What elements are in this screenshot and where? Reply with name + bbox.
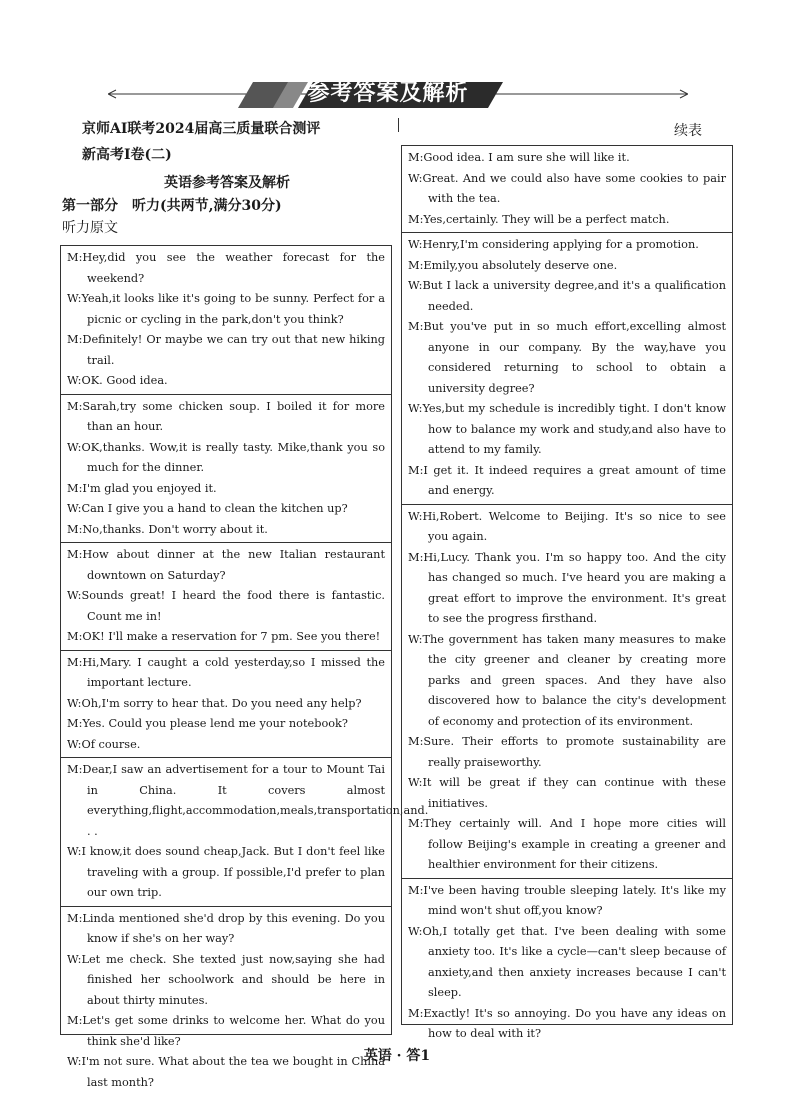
dialogue-line (67, 371, 385, 392)
speaker-separator: : (418, 924, 423, 938)
speaker-separator: : (419, 320, 424, 333)
dialogue-text: No,thanks. Don't worry about it. (82, 522, 268, 536)
speaker-label: M (67, 522, 79, 536)
speaker-separator: : (78, 717, 83, 730)
dialogue-line (67, 714, 385, 735)
speaker-label: M (408, 212, 420, 226)
speaker-label: M (67, 399, 79, 413)
speaker-separator: : (419, 883, 424, 897)
dialogue-line (67, 909, 385, 950)
dialogue-text: OK,thanks. Wow,it is really tasty. Mike,thank you so much for the dinner. (81, 440, 385, 474)
dialogue-line (67, 653, 385, 694)
dialogue-line (408, 235, 726, 256)
dialogue-line (67, 520, 385, 541)
answer-title: 英语参考答案及解析 (164, 175, 290, 191)
dialogue-text: Oh,I'm sorry to hear that. Do you need any help? (81, 696, 362, 710)
dialogue-line (67, 248, 385, 289)
dialogue-line (408, 461, 726, 502)
speaker-separator: : (419, 550, 424, 564)
dialogue-line (408, 399, 726, 461)
speaker-label: M (408, 258, 420, 272)
dialogue-text: It will be great if they can continue with these initiatives. (422, 776, 726, 810)
dialogue-text: How about dinner at the new Italian restaurant downtown on Saturday? (82, 548, 385, 582)
speaker-separator: : (77, 502, 82, 515)
speaker-label: W (67, 589, 78, 602)
dialogue-line (67, 694, 385, 715)
speaker-separator: : (77, 737, 82, 751)
dialogue-text: OK! I'll make a reservation for 7 pm. See you there! (82, 630, 381, 643)
speaker-label: M (408, 883, 420, 897)
conversation (61, 246, 391, 395)
dialogue-line (67, 735, 385, 756)
dialogue-text: Yes,but my schedule is incredibly tight. I don't know how to balance my work and study,and also have to attend to my family. (422, 402, 726, 456)
speaker-label: W (408, 279, 419, 292)
speaker-separator: : (419, 463, 424, 477)
dialogue-line (408, 256, 726, 277)
dialogue-line (67, 397, 385, 438)
dialogue-line (408, 317, 726, 399)
transcript-label: 听力原文 (62, 220, 118, 236)
dialogue-text: They certainly will. And I hope more cities will follow Beijing's example in creating a greener and healthier environment for their citizens. (423, 817, 726, 871)
speaker-separator: : (418, 632, 423, 646)
dialogue-line (67, 627, 385, 648)
speaker-separator: : (77, 696, 82, 710)
speaker-label: M (408, 320, 420, 333)
speaker-label: W (408, 509, 419, 523)
dialogue-text: I've been having trouble sleeping lately. It's like my mind won't shut off,you know? (423, 883, 726, 917)
conversation (61, 543, 391, 651)
speaker-label: M (67, 1014, 79, 1027)
dialogue-line (408, 814, 726, 876)
speaker-separator: : (78, 548, 83, 561)
speaker-label: M (408, 1006, 420, 1020)
speaker-separator: : (77, 952, 82, 966)
dialogue-text: Dear,I saw an advertisement for a tour to Mount Tai in China. It covers almost everything,flight,accommodation,meals,transportation,and. . . (82, 763, 429, 838)
speaker-label: M (408, 151, 420, 164)
speaker-separator: : (78, 911, 83, 925)
speaker-label: W (67, 1055, 78, 1068)
speaker-label: M (67, 481, 79, 495)
speaker-label: M (67, 630, 79, 643)
speaker-separator: : (419, 151, 424, 164)
speaker-label: M (408, 550, 420, 564)
speaker-separator: : (418, 402, 423, 415)
speaker-label: W (67, 952, 78, 966)
speaker-separator: : (418, 279, 423, 292)
document-header (62, 118, 392, 238)
speaker-label: W (67, 292, 78, 305)
dialogue-text: Hi,Mary. I caught a cold yesterday,so I missed the important lecture. (82, 655, 385, 689)
dialogue-text: Linda mentioned she'd drop by this evening. Do you know if she's on her way? (82, 911, 385, 945)
dialogue-line (408, 1004, 726, 1045)
speaker-separator: : (78, 251, 83, 264)
conversation (402, 505, 732, 879)
speaker-separator: : (419, 1006, 424, 1020)
section-title: 第一部分 听力(共两节,满分30分) (62, 198, 282, 214)
dialogue-line (408, 922, 726, 1004)
speaker-separator: : (77, 1055, 82, 1068)
speaker-label: W (408, 402, 419, 415)
dialogue-line (67, 842, 385, 904)
speaker-label: M (67, 251, 79, 264)
dialogue-text: Good idea. I am sure she will like it. (423, 151, 630, 164)
transcript-table-right (401, 145, 733, 1040)
dialogue-text: Hi,Robert. Welcome to Beijing. It's so nice to see you again. (422, 509, 726, 543)
dialogue-line (67, 289, 385, 330)
dialogue-line (408, 148, 726, 169)
speaker-separator: : (77, 845, 82, 858)
speaker-label: M (67, 763, 79, 776)
speaker-label: W (67, 737, 78, 751)
dialogue-line (67, 330, 385, 371)
speaker-label: W (67, 502, 78, 515)
speaker-separator: : (418, 171, 423, 185)
dialogue-text: Great. And we could also have some cookies to pair with the tea. (422, 171, 726, 205)
speaker-separator: : (419, 212, 424, 226)
dialogue-line (408, 773, 726, 814)
speaker-separator: : (78, 522, 83, 536)
dialogue-text: OK. Good idea. (81, 374, 168, 387)
dialogue-text: But I lack a university degree,and it's a qualification needed. (422, 279, 726, 313)
dialogue-text: Yes. Could you please lend me your notebook? (82, 717, 348, 730)
conversation (402, 879, 732, 1047)
speaker-separator: : (78, 655, 83, 669)
continued-label: 续表 (674, 123, 702, 139)
speaker-separator: : (419, 817, 424, 830)
dialogue-line (67, 479, 385, 500)
dialogue-text: Hi,Lucy. Thank you. I'm so happy too. And the city has changed so much. I've heard you are making a great effort to improve the environment. It's great to see the progress firsthand. (423, 550, 726, 625)
dialogue-line (408, 881, 726, 922)
dialogue-line (408, 276, 726, 317)
dialogue-line (408, 507, 726, 548)
dialogue-text: Sounds great! I heard the food there is fantastic. Count me in! (81, 589, 385, 623)
speaker-label: W (67, 440, 78, 454)
speaker-label: M (67, 655, 79, 669)
dialogue-text: Yes,certainly. They will be a perfect match. (423, 212, 670, 226)
dialogue-text: The government has taken many measures to make the city greener and cleaner by creating more parks and green spaces. And they have also discovered how to balance the city's development of economy and protection of its environment. (422, 632, 726, 728)
speaker-label: M (67, 717, 79, 730)
dialogue-text: I'm glad you enjoyed it. (82, 481, 217, 495)
dialogue-line (408, 548, 726, 630)
exam-title: 京师AI联考2024届高三质量联合测评 (82, 121, 321, 137)
conversation (402, 146, 732, 233)
speaker-label: W (408, 632, 419, 646)
banner-title: 参考答案及解析 (307, 80, 469, 106)
conversation (61, 651, 391, 759)
dialogue-text: Definitely! Or maybe we can try out that new hiking trail. (82, 333, 385, 367)
dialogue-line (408, 630, 726, 733)
speaker-label: W (408, 171, 419, 185)
speaker-label: W (408, 776, 419, 789)
speaker-label: M (408, 735, 420, 748)
dialogue-text: Hey,did you see the weather forecast for the weekend? (82, 251, 385, 285)
conversation (61, 395, 391, 544)
dialogue-text: Let me check. She texted just now,saying she had finished her schoolwork and should be here in about thirty minutes. (81, 952, 385, 1007)
dialogue-line (67, 545, 385, 586)
speaker-label: M (408, 463, 420, 477)
speaker-separator: : (77, 292, 82, 305)
speaker-label: M (67, 333, 79, 346)
dialogue-line (67, 438, 385, 479)
dialogue-line (67, 586, 385, 627)
dialogue-line (67, 760, 429, 842)
exam-paper: 新高考Ⅰ卷(二) (82, 147, 172, 163)
dialogue-text: Henry,I'm considering applying for a promotion. (422, 238, 699, 251)
speaker-separator: : (78, 333, 83, 346)
dialogue-text: I get it. It indeed requires a great amount of time and energy. (423, 463, 726, 497)
dialogue-text: Let's get some drinks to welcome her. What do you think she'd like? (82, 1014, 385, 1048)
speaker-separator: : (78, 630, 83, 643)
dialogue-line (67, 499, 385, 520)
speaker-label: M (67, 548, 79, 561)
dialogue-text: But you've put in so much effort,excelling almost anyone in our company. By the way,have you considered returning to school to obtain a university degree? (423, 320, 726, 395)
dialogue-text: Emily,you absolutely deserve one. (423, 258, 618, 272)
dialogue-line (67, 950, 385, 1012)
speaker-label: W (408, 924, 419, 938)
dialogue-text: Can I give you a hand to clean the kitchen up? (81, 502, 348, 515)
conversation (402, 233, 732, 505)
dialogue-text: I'm not sure. What about the tea we bought in China last month? (81, 1055, 385, 1089)
dialogue-line (408, 210, 726, 231)
speaker-separator: : (418, 776, 423, 789)
speaker-label: W (67, 696, 78, 710)
speaker-separator: : (78, 399, 83, 413)
page-footer: 英语 · 答1 (363, 1048, 431, 1064)
dialogue-text: Oh,I totally get that. I've been dealing with some anxiety too. It's like a cycle—can't sleep because of anxiety,and then anxiety increases because I can't sleep. (422, 924, 726, 999)
header-banner (108, 76, 688, 112)
conversation (61, 907, 391, 1096)
dialogue-line (408, 169, 726, 210)
speaker-separator: : (78, 481, 83, 495)
dialogue-text: I know,it does sound cheap,Jack. But I don't feel like traveling with a group. If possible,I'd prefer to plan our own trip. (81, 845, 385, 899)
speaker-label: W (67, 374, 78, 387)
speaker-separator: : (77, 440, 82, 454)
speaker-label: W (67, 845, 78, 858)
dialogue-text: Exactly! It's so annoying. Do you have any ideas on how to deal with it? (423, 1006, 726, 1040)
column-divider (398, 118, 399, 132)
dialogue-text: Sure. Their efforts to promote sustainability are really praiseworthy. (423, 735, 726, 769)
speaker-separator: : (419, 258, 424, 272)
dialogue-text: Sarah,try some chicken soup. I boiled it for more than an hour. (82, 399, 385, 433)
speaker-separator: : (418, 238, 423, 251)
dialogue-text: Yeah,it looks like it's going to be sunny. Perfect for a picnic or cycling in the park,don't you think? (81, 292, 385, 326)
speaker-label: M (408, 817, 420, 830)
dialogue-line (408, 732, 726, 773)
dialogue-text: Of course. (81, 737, 141, 751)
speaker-separator: : (418, 509, 423, 523)
speaker-label: W (408, 238, 419, 251)
conversation (61, 758, 429, 907)
speaker-separator: : (77, 589, 82, 602)
speaker-label: M (67, 911, 79, 925)
speaker-separator: : (78, 763, 83, 776)
speaker-separator: : (419, 735, 424, 748)
speaker-separator: : (78, 1014, 83, 1027)
speaker-separator: : (77, 374, 82, 387)
